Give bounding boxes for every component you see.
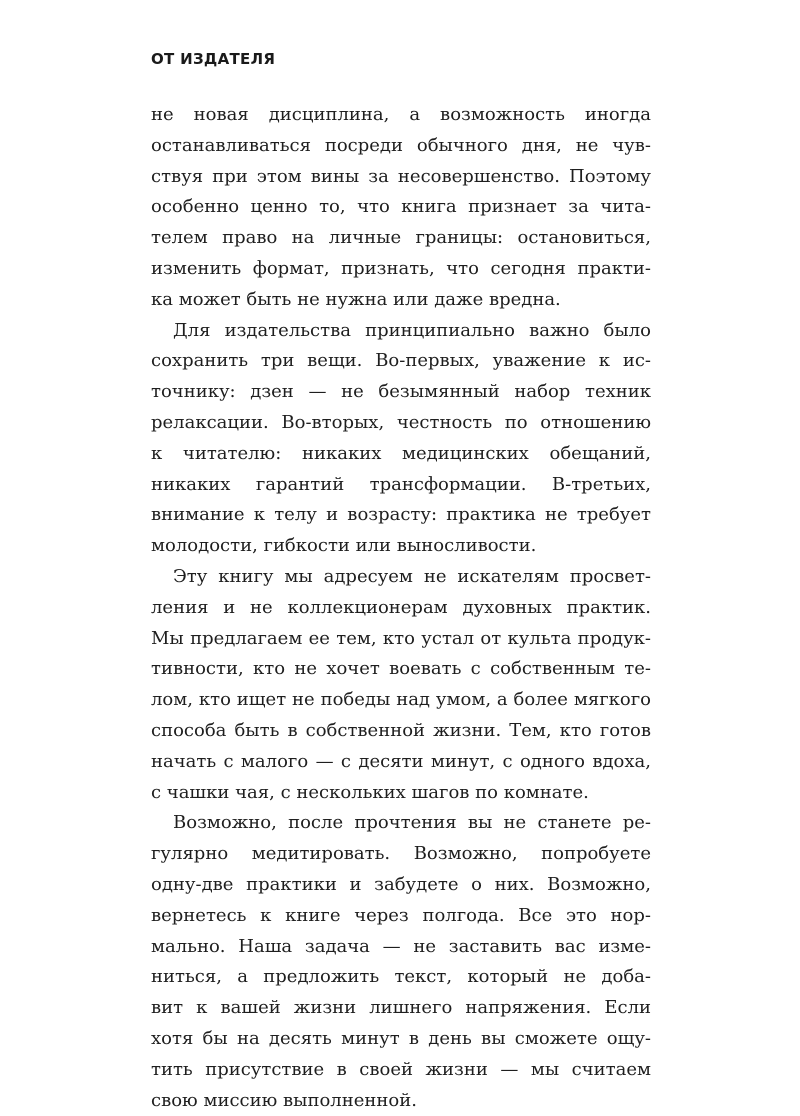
text-line: ствуя при этом вины за несовершенство. Поэтому xyxy=(151,162,651,193)
text-line: тить присутствие в своей жизни — мы считаем xyxy=(151,1055,651,1086)
text-line: мально. Наша задача — не заставить вас изме- xyxy=(151,932,651,963)
text-line: гулярно медитировать. Возможно, попробуете xyxy=(151,839,651,870)
paragraph-3 xyxy=(151,562,651,808)
text-line: тивности, кто не хочет воевать с собственным те- xyxy=(151,654,651,685)
text-line: останавливаться посреди обычного дня, не чув- xyxy=(151,131,651,162)
text-line: вернетесь к книге через полгода. Все это нор- xyxy=(151,901,651,932)
text-line: ления и не коллекционерам духовных практик. xyxy=(151,593,651,624)
text-line: телем право на личные границы: остановиться, xyxy=(151,223,651,254)
text-line: вит к вашей жизни лишнего напряжения. Если xyxy=(151,993,651,1024)
text-line: не новая дисциплина, а возможность иногда xyxy=(151,100,651,131)
text-line: одну-две практики и забудете о них. Возможно, xyxy=(151,870,651,901)
text-line: лом, кто ищет не победы над умом, а более мягкого xyxy=(151,685,651,716)
text-line: молодости, гибкости или выносливости. xyxy=(151,531,651,562)
paragraph-4 xyxy=(151,808,651,1116)
text-line: Эту книгу мы адресуем не искателям просвет- xyxy=(151,562,651,593)
text-line: релаксации. Во-вторых, честность по отношению xyxy=(151,408,651,439)
body-text xyxy=(151,100,651,1116)
text-line: точнику: дзен — не безымянный набор техник xyxy=(151,377,651,408)
text-line: сохранить три вещи. Во-первых, уважение к ис- xyxy=(151,346,651,377)
text-line: изменить формат, признать, что сегодня практи- xyxy=(151,254,651,285)
text-line: Для издательства принципиально важно было xyxy=(151,316,651,347)
text-line: никаких гарантий трансформации. В-третьих, xyxy=(151,470,651,501)
text-line: начать с малого — с десяти минут, с одного вдоха, xyxy=(151,747,651,778)
text-line: особенно ценно то, что книга признает за чита- xyxy=(151,192,651,223)
text-line: Мы предлагаем ее тем, кто устал от культа продук- xyxy=(151,624,651,655)
text-line: к читателю: никаких медицинских обещаний, xyxy=(151,439,651,470)
text-line: ка может быть не нужна или даже вредна. xyxy=(151,285,651,316)
text-line: свою миссию выполненной. xyxy=(151,1086,651,1116)
text-line: ниться, а предложить текст, который не доба- xyxy=(151,962,651,993)
paragraph-2 xyxy=(151,316,651,562)
running-head: ОТ ИЗДАТЕЛЯ xyxy=(151,50,275,68)
text-line: внимание к телу и возрасту: практика не требует xyxy=(151,500,651,531)
text-line: хотя бы на десять минут в день вы сможете ощу- xyxy=(151,1024,651,1055)
text-line: способа быть в собственной жизни. Тем, кто готов xyxy=(151,716,651,747)
text-line: с чашки чая, с нескольких шагов по комнате. xyxy=(151,778,651,809)
paragraph-1 xyxy=(151,100,651,316)
text-line: Возможно, после прочтения вы не станете ре- xyxy=(151,808,651,839)
